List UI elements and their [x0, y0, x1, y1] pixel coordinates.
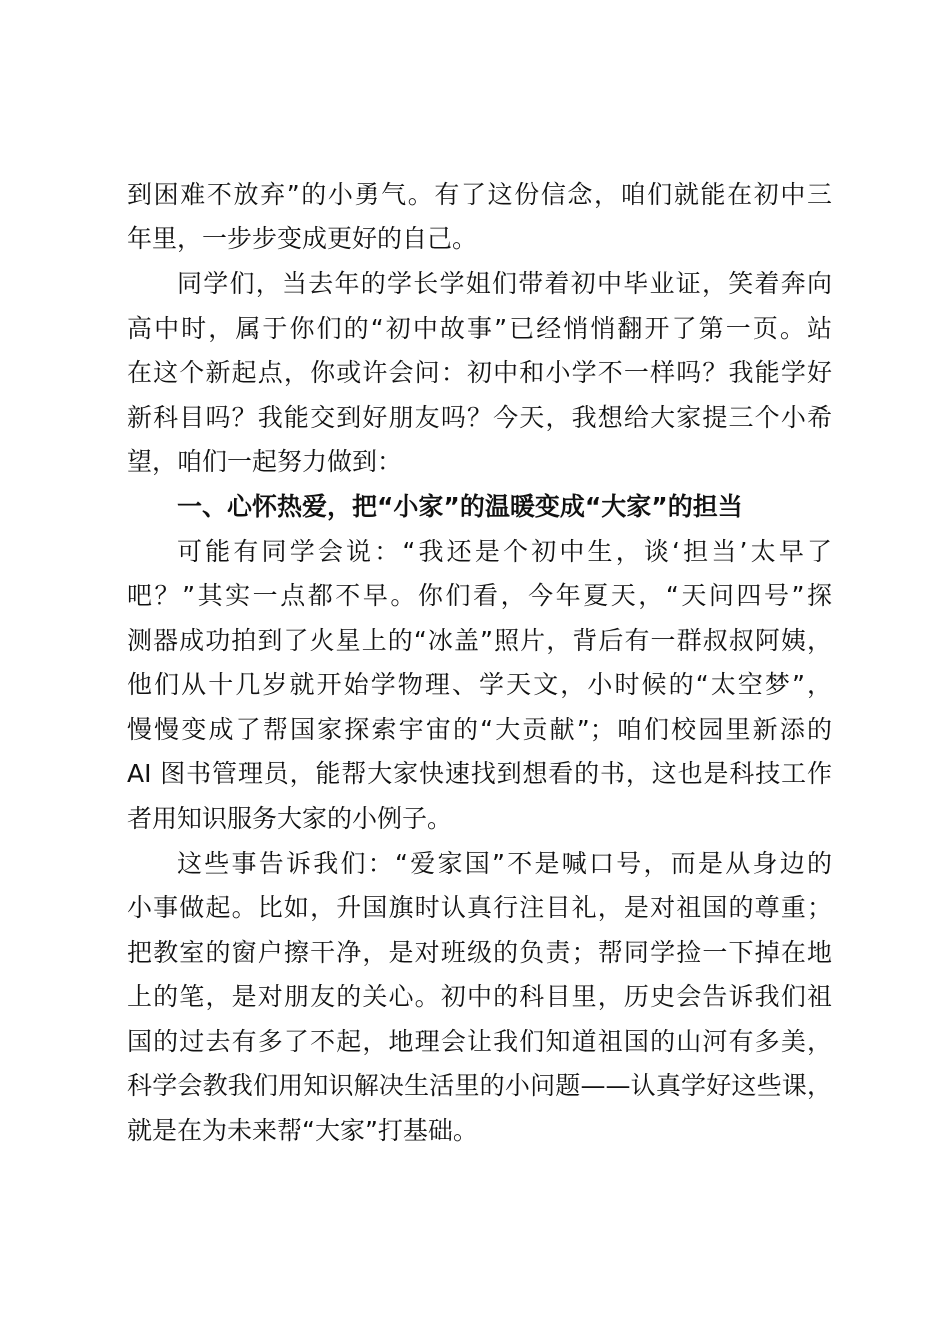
text-line: 望，咱们一起努力做到：: [127, 447, 403, 476]
section-heading: 一、心怀热爱，把“小家”的温暖变成“大家”的担当: [177, 492, 743, 521]
paragraph-start-line: 可能有同学会说：“我还是个初中生，谈‘担当’太早了: [177, 537, 832, 566]
text-line: 国的过去有多了不起，地理会让我们知道祖国的山河有多美，: [127, 1027, 832, 1056]
text-line: 就是在为未来帮“大家”打基础。: [127, 1116, 478, 1145]
text-line: 小事做起。比如，升国旗时认真行注目礼，是对祖国的尊重；: [127, 893, 832, 922]
text-line: 慢慢变成了帮国家探索宇宙的“大贡献”；咱们校园里新添的: [127, 715, 832, 744]
text-line: 高中时，属于你们的“初中故事”已经悄悄翻开了第一页。站: [127, 314, 832, 343]
text-line: 者用知识服务大家的小例子。: [127, 804, 453, 833]
text-line: 吧？”其实一点都不早。你们看，今年夏天，“天问四号”探: [127, 581, 832, 610]
text-line: AI 图书管理员，能帮大家快速找到想看的书，这也是科技工作: [127, 759, 832, 788]
text-line: 年里，一步步变成更好的自己。: [127, 224, 478, 253]
text-line: 把教室的窗户擦干净，是对班级的负责；帮同学捡一下掉在地: [127, 938, 832, 967]
text-line: 在这个新起点，你或许会问：初中和小学不一样吗？我能学好: [127, 358, 832, 387]
text-line: 新科目吗？我能交到好朋友吗？今天，我想给大家提三个小希: [127, 403, 832, 432]
text-line: 他们从十几岁就开始学物理、学天文，小时候的“太空梦”，: [127, 670, 832, 699]
paragraph-start-line: 同学们，当去年的学长学姐们带着初中毕业证，笑着奔向: [177, 269, 832, 298]
text-line: 上的笔，是对朋友的关心。初中的科目里，历史会告诉我们祖: [127, 982, 832, 1011]
text-line: 到困难不放弃”的小勇气。有了这份信念，咱们就能在初中三: [127, 180, 832, 209]
text-line: 科学会教我们用知识解决生活里的小问题——认真学好这些课，: [127, 1071, 832, 1100]
paragraph-start-line: 这些事告诉我们：“爱家国”不是喊口号，而是从身边的: [177, 849, 832, 878]
text-line: 测器成功拍到了火星上的“冰盖”照片，背后有一群叔叔阿姨，: [127, 626, 832, 655]
